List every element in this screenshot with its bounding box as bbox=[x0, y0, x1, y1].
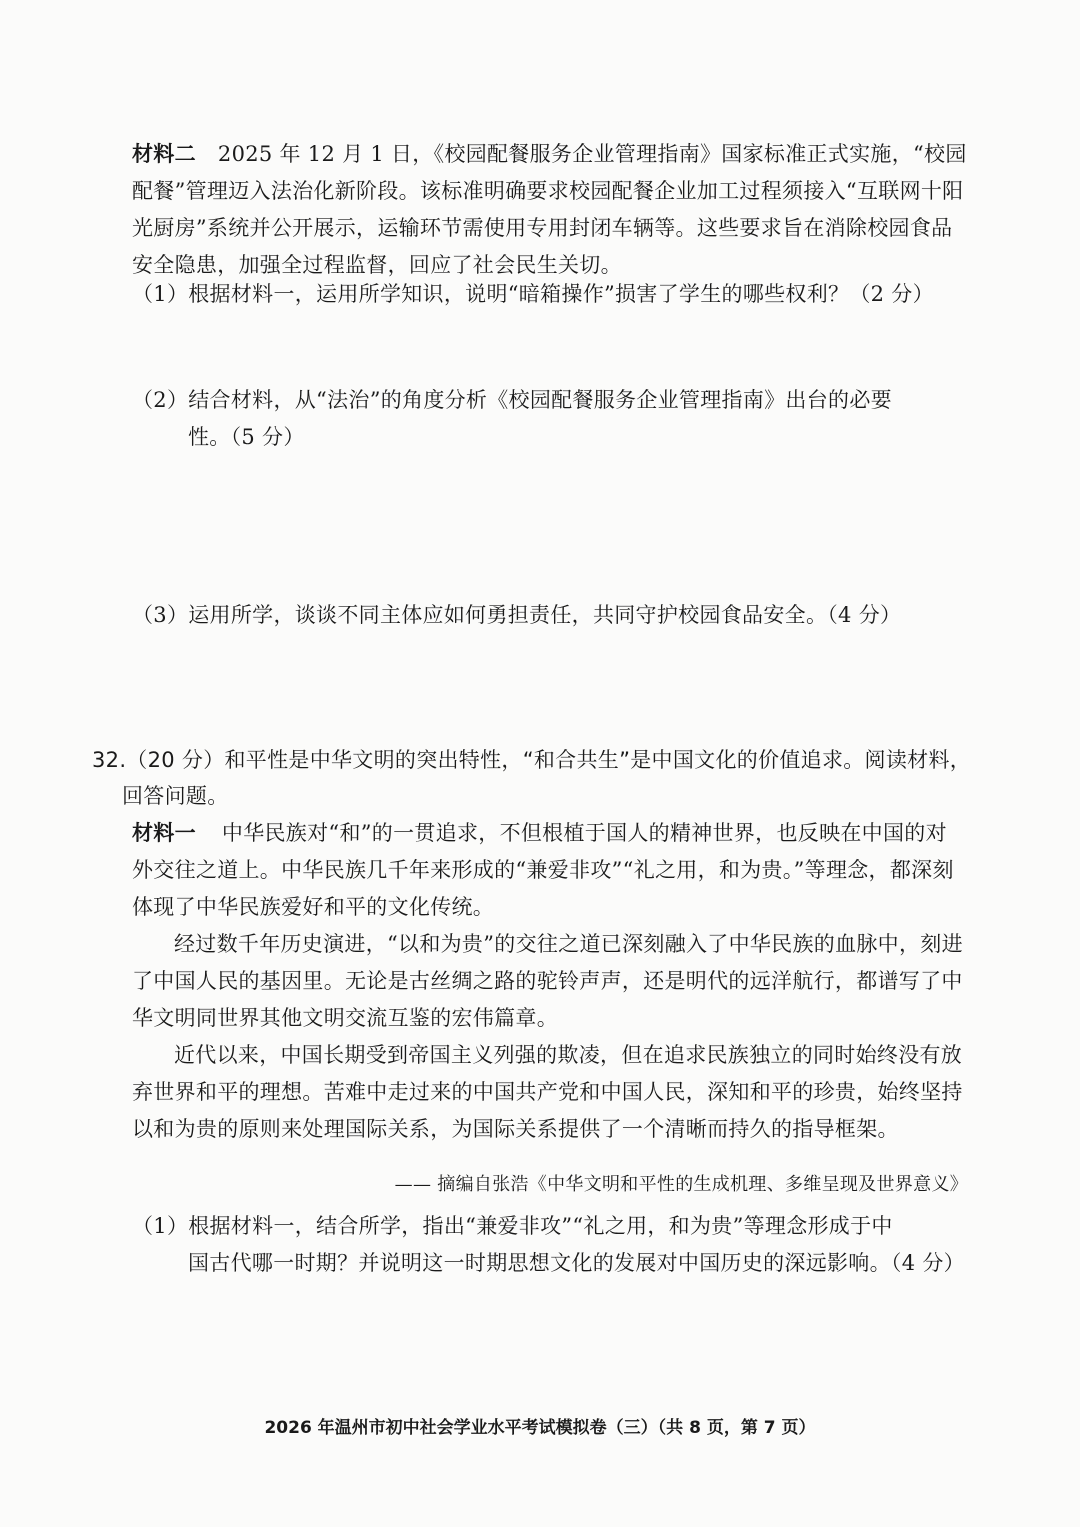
q31-sub2-line2: 性。（5 分） bbox=[188, 425, 305, 449]
q31-sub3-text: （3）运用所学，谈谈不同主体应如何勇担责任，共同守护校园食品安全。（4 分） bbox=[132, 603, 902, 627]
material-2-label: 材料二 bbox=[132, 142, 196, 166]
q32-sub1 bbox=[132, 1208, 992, 1282]
page-footer: 2026 年温州市初中社会学业水平考试模拟卷（三）（共 8 页，第 7 页） bbox=[264, 1418, 816, 1438]
q31-sub1-text: （1）根据材料一，运用所学知识，说明“暗箱操作”损害了学生的哪些权利？（2 分） bbox=[132, 282, 934, 306]
q32-intro-line2: 回答问题。 bbox=[122, 784, 229, 808]
q32-intro bbox=[92, 742, 992, 814]
q32-sub1-line2: 国古代哪一时期？并说明这一时期思想文化的发展对中国历史的深远影响。（4 分） bbox=[188, 1251, 965, 1275]
material-1-p1-text: 中华民族对“和”的一贯追求，不但根植于国人的精神世界，也反映在中国的对外交往之道上。中华民族几千年来形成的“兼爱非攻”“礼之用，和为贵。”等理念，都深刻体现了中华民族爱好和平的文化传统。 bbox=[132, 821, 954, 919]
material-2 bbox=[132, 136, 968, 284]
material-1-source bbox=[300, 1170, 968, 1200]
q32-intro-line1: 32.（20 分）和平性是中华文明的突出特性，“和合共生”是中国文化的价值追求。阅读材料， bbox=[92, 748, 972, 772]
material-1-paragraph-1 bbox=[132, 815, 968, 926]
q32-sub1-line1: （1）根据材料一，结合所学，指出“兼爱非攻”“礼之用，和为贵”等理念形成于中 bbox=[132, 1214, 893, 1238]
material-1-paragraph-2: 经过数千年历史演进，“以和为贵”的交往之道已深刻融入了中华民族的血脉中，刻进了中国人民的基因里。无论是古丝绸之路的驼铃声声，还是明代的远洋航行，都谱写了中华文明同世界其他文明交流互鉴的宏伟篇章。 bbox=[132, 932, 963, 1030]
q31-sub1 bbox=[132, 276, 992, 313]
material-1-label: 材料一 bbox=[132, 821, 196, 845]
material-2-text: 2025 年 12 月 1 日，《校园配餐服务企业管理指南》国家标准正式实施，“校园配餐”管理迈入法治化新阶段。该标准明确要求校园配餐企业加工过程须接入“互联网十阳光厨房”系统并公开展示，运输环节需使用专用封闭车辆等。这些要求旨在消除校园食品安全隐患，加强全过程监督，回应了社会民生关切。 bbox=[132, 142, 967, 277]
q32-material-1 bbox=[132, 815, 968, 1148]
q31-sub2 bbox=[132, 382, 992, 456]
q31-sub2-line1: （2）结合材料，从“法治”的角度分析《校园配餐服务企业管理指南》出台的必要 bbox=[132, 388, 892, 412]
q31-sub3 bbox=[132, 597, 992, 634]
material-1-paragraph-3: 近代以来，中国长期受到帝国主义列强的欺凌，但在追求民族独立的同时始终没有放弃世界和平的理想。苦难中走过来的中国共产党和中国人民，深知和平的珍贵，始终坚持以和为贵的原则来处理国际关系，为国际关系提供了一个清晰而持久的指导框架。 bbox=[132, 1043, 963, 1141]
material-1-source-text: —— 摘编自张浩《中华文明和平性的生成机理、多维呈现及世界意义》 bbox=[394, 1174, 968, 1195]
